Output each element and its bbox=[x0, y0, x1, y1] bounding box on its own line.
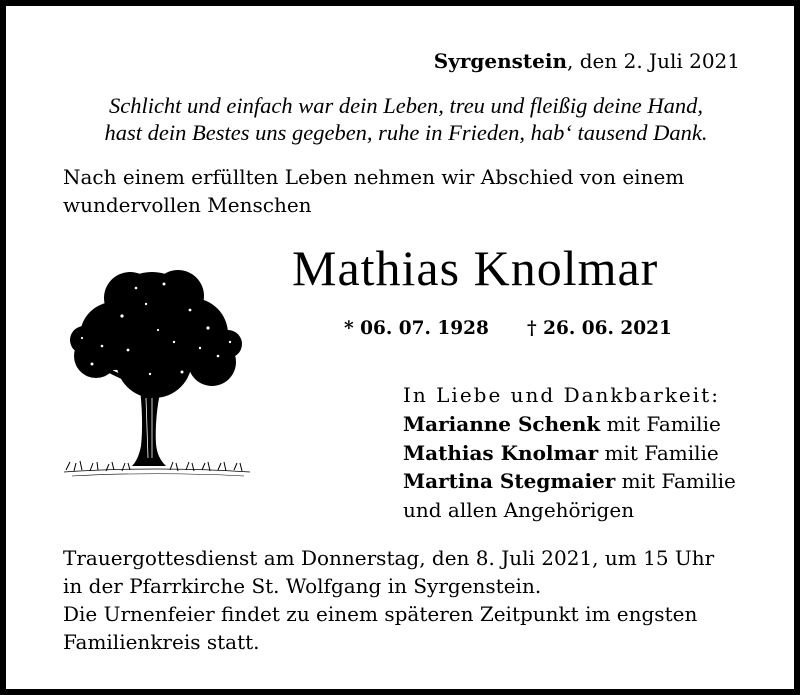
mourners-list bbox=[403, 381, 736, 525]
mourner-entry bbox=[403, 467, 736, 496]
service-info bbox=[63, 544, 714, 656]
birth-date: * 06. 07. 1928 bbox=[344, 318, 489, 339]
mourner-name: Martina Stegmaier bbox=[403, 469, 616, 494]
mourner-suffix: mit Familie bbox=[600, 411, 721, 436]
dateline-date: , den 2. Juli 2021 bbox=[567, 49, 740, 73]
mourner-suffix: mit Familie bbox=[615, 469, 736, 494]
mourners-lead: In Liebe und Dankbarkeit: bbox=[403, 383, 720, 407]
service-line: Trauergottesdienst am Donnerstag, den 8. Juli 2021, um 15 Uhr bbox=[63, 546, 715, 570]
dateline-place: Syrgenstein bbox=[433, 49, 568, 73]
intro-line: wundervollen Menschen bbox=[63, 193, 312, 217]
mourner-entry bbox=[403, 439, 736, 468]
intro-line: Nach einem erfüllten Leben nehmen wir Abschied von einem bbox=[63, 165, 685, 189]
mourner-name: Mathias Knolmar bbox=[403, 440, 599, 465]
tree-icon bbox=[62, 258, 252, 490]
service-line: Die Urnenfeier findet zu einem späteren Zeitpunkt im engsten bbox=[63, 602, 698, 626]
poem-line: hast dein Bestes uns gegeben, ruhe in Frieden, hab‘ tausend Dank. bbox=[104, 120, 708, 145]
memorial-poem bbox=[6, 92, 800, 146]
service-line: Familienkreis statt. bbox=[63, 630, 260, 654]
mourner-name: Marianne Schenk bbox=[403, 411, 601, 436]
mourner-suffix: mit Familie bbox=[598, 440, 719, 465]
dateline bbox=[434, 48, 740, 74]
mourners-closing: und allen Angehörigen bbox=[403, 498, 635, 523]
mourner-entry bbox=[403, 410, 736, 439]
poem-line: Schlicht und einfach war dein Leben, treu und fleißig deine Hand, bbox=[108, 93, 704, 118]
intro-text bbox=[63, 163, 684, 219]
death-date: † 26. 06. 2021 bbox=[527, 318, 672, 339]
deceased-name: Mathias Knolmar bbox=[292, 240, 659, 296]
service-line: in der Pfarrkirche St. Wolfgang in Syrgenstein. bbox=[63, 574, 542, 598]
